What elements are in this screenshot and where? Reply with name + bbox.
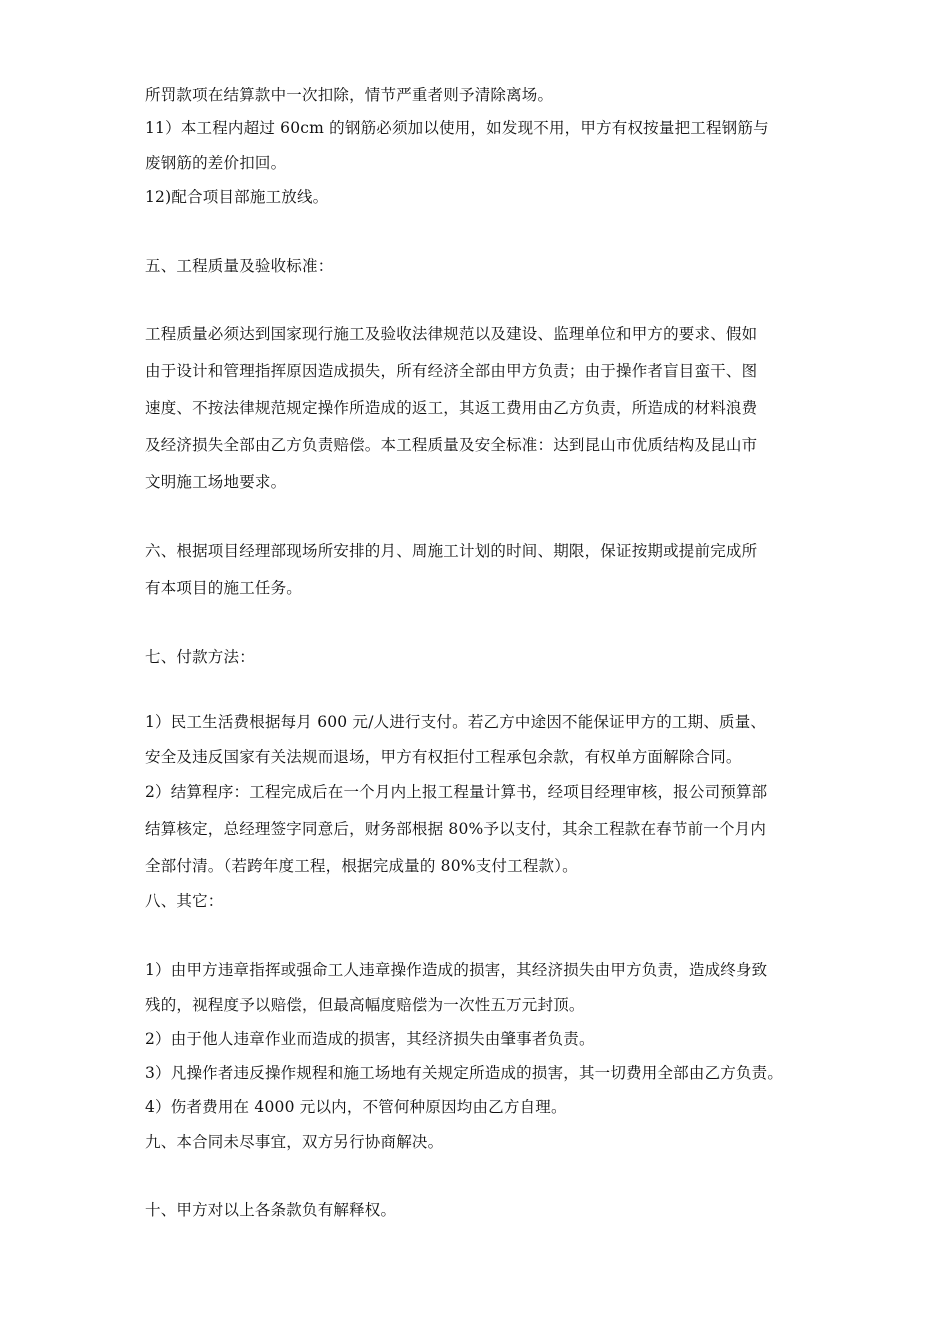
text-line: 1）民工生活费根据每月 600 元/人进行支付。若乙方中途因不能保证甲方的工期、质量、	[145, 713, 767, 731]
section-heading: 六、根据项目经理部现场所安排的月、周施工计划的时间、期限，保证按期或提前完成所	[145, 542, 758, 560]
text-line: 安全及违反国家有关法规而退场，甲方有权拒付工程承包余款，有权单方面解除合同。	[145, 748, 742, 766]
text-line: 1）由甲方违章指挥或强命工人违章操作造成的损害，其经济损失由甲方负责，造成终身致	[145, 961, 768, 979]
text-line: 有本项目的施工任务。	[145, 579, 303, 597]
text-line: 4）伤者费用在 4000 元以内，不管何种原因均由乙方自理。	[145, 1098, 567, 1116]
text-line: 速度、不按法律规范规定操作所造成的返工，其返工费用由乙方负责，所造成的材料浪费	[145, 399, 758, 417]
text-line: 废钢筋的差价扣回。	[145, 154, 287, 172]
text-line: 3）凡操作者违反操作规程和施工场地有关规定所造成的损害，其一切费用全部由乙方负责。	[145, 1064, 784, 1082]
text-line: 残的，视程度予以赔偿，但最高幅度赔偿为一次性五万元封顶。	[145, 996, 585, 1014]
text-line: 全部付清。（若跨年度工程，根据完成量的 80%支付工程款）。	[145, 857, 578, 875]
text-line: 11）本工程内超过 60cm 的钢筋必须加以使用，如发现不用，甲方有权按量把工程钢筋与	[145, 119, 769, 137]
section-heading: 十、甲方对以上各条款负有解释权。	[145, 1201, 397, 1219]
section-heading: 五、工程质量及验收标准：	[145, 257, 334, 275]
text-line: 结算核定，总经理签字同意后，财务部根据 80%予以支付，其余工程款在春节前一个月内	[145, 820, 767, 838]
text-line: 由于设计和管理指挥原因造成损失，所有经济全部由甲方负责；由于操作者盲目蛮干、图	[145, 362, 758, 380]
section-heading: 九、本合同未尽事宜，双方另行协商解决。	[145, 1133, 444, 1151]
text-line: 及经济损失全部由乙方负责赔偿。本工程质量及安全标准：达到昆山市优质结构及昆山市	[145, 436, 758, 454]
text-line: 12)配合项目部施工放线。	[145, 188, 329, 206]
text-line: 工程质量必须达到国家现行施工及验收法律规范以及建设、监理单位和甲方的要求、假如	[145, 325, 758, 343]
text-line: 2）由于他人违章作业而造成的损害，其经济损失由肇事者负责。	[145, 1030, 595, 1048]
text-line: 文明施工场地要求。	[145, 473, 287, 491]
section-heading: 七、付款方法：	[145, 648, 255, 666]
section-heading: 八、其它：	[145, 892, 224, 910]
text-line: 所罚款项在结算款中一次扣除，情节严重者则予清除离场。	[145, 86, 554, 104]
text-line: 2）结算程序：工程完成后在一个月内上报工程量计算书，经项目经理审核，报公司预算部	[145, 783, 768, 801]
